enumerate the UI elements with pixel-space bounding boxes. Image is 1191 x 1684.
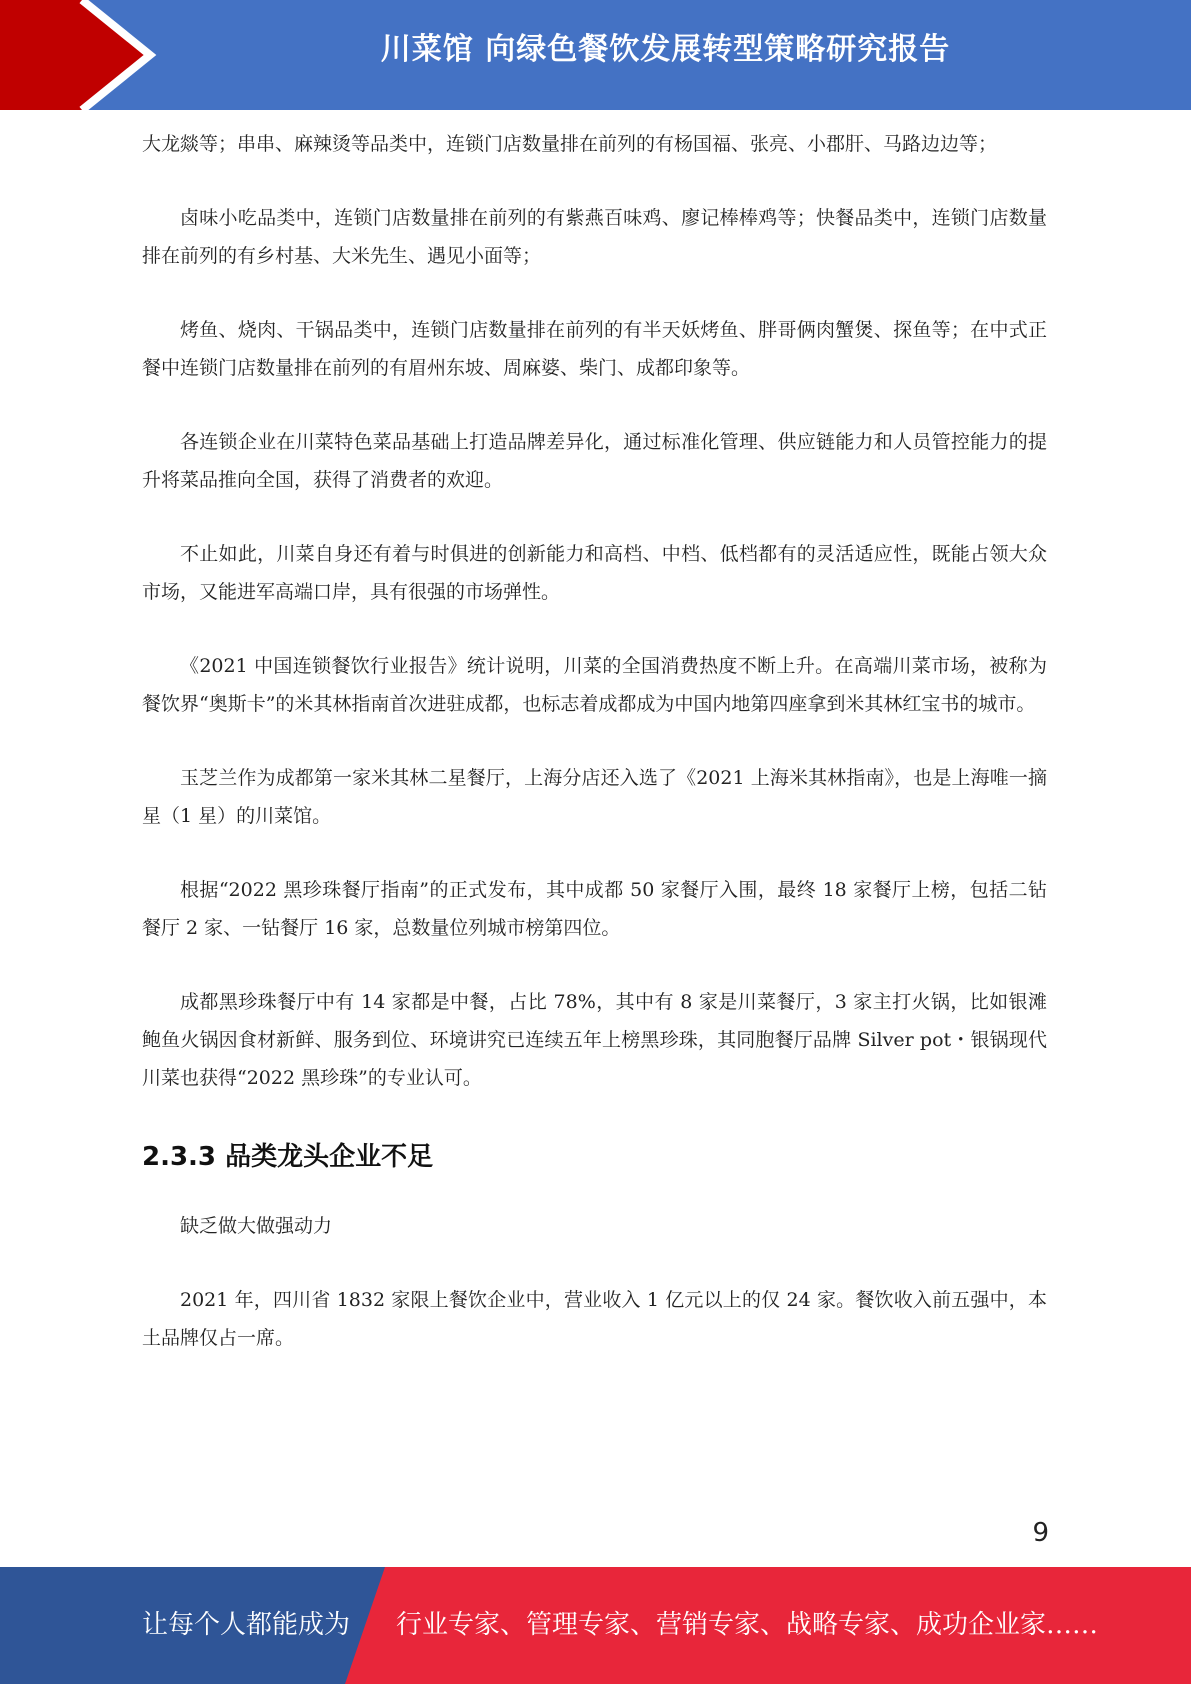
page-footer bbox=[0, 1567, 1191, 1684]
section-heading: 2.3.3 品类龙头企业不足 bbox=[142, 1142, 434, 1172]
document-body bbox=[142, 125, 1047, 1393]
paragraph: 各连锁企业在川菜特色菜品基础上打造品牌差异化，通过标准化管理、供应链能力和人员管控能力的提升将菜品推向全国，获得了消费者的欢迎。 bbox=[142, 431, 1047, 491]
footer-slogan-roles: 行业专家、管理专家、营销专家、战略专家、成功企业家…… bbox=[396, 1610, 1099, 1640]
page-number: 9 bbox=[1032, 1518, 1049, 1548]
paragraph: 大龙燚等；串串、麻辣烫等品类中，连锁门店数量排在前列的有杨国福、张亮、小郡肝、马路边边等； bbox=[142, 133, 998, 155]
red-chevron-decoration bbox=[0, 0, 160, 110]
report-title: 川菜馆 向绿色餐饮发展转型策略研究报告 bbox=[380, 32, 951, 67]
page-header bbox=[0, 0, 1191, 110]
paragraph: 成都黑珍珠餐厅中有 14 家都是中餐，占比 78%，其中有 8 家是川菜餐厅，3 家主打火锅，比如银滩鲍鱼火锅因食材新鲜、服务到位、环境讲究已连续五年上榜黑珍珠，其同胞餐厅品牌 Silver pot・银锅现代川菜也获得“2022 黑珍珠”的专业认可。 bbox=[142, 991, 1047, 1089]
paragraph: 2021 年，四川省 1832 家限上餐饮企业中，营业收入 1 亿元以上的仅 24 家。餐饮收入前五强中，本土品牌仅占一席。 bbox=[142, 1289, 1047, 1349]
paragraph: 根据“2022 黑珍珠餐厅指南”的正式发布，其中成都 50 家餐厅入围，最终 18 家餐厅上榜，包括二钻餐厅 2 家、一钻餐厅 16 家，总数量位列城市榜第四位。 bbox=[142, 879, 1047, 939]
paragraph: 不止如此，川菜自身还有着与时俱进的创新能力和高档、中档、低档都有的灵活适应性，既能占领大众市场，又能进军高端口岸，具有很强的市场弹性。 bbox=[142, 543, 1047, 603]
paragraph: 缺乏做大做强动力 bbox=[180, 1215, 333, 1237]
paragraph: 卤味小吃品类中，连锁门店数量排在前列的有紫燕百味鸡、廖记棒棒鸡等；快餐品类中，连锁门店数量排在前列的有乡村基、大米先生、遇见小面等； bbox=[142, 207, 1047, 267]
footer-slogan-lead: 让每个人都能成为 bbox=[142, 1610, 351, 1640]
paragraph: 烤鱼、烧肉、干锅品类中，连锁门店数量排在前列的有半天妖烤鱼、胖哥俩肉蟹煲、探鱼等；在中式正餐中连锁门店数量排在前列的有眉州东坡、周麻婆、柴门、成都印象等。 bbox=[142, 319, 1047, 379]
paragraph: 玉芝兰作为成都第一家米其林二星餐厅，上海分店还入选了《2021 上海米其林指南》，也是上海唯一摘星（1 星）的川菜馆。 bbox=[142, 767, 1047, 827]
paragraph: 《2021 中国连锁餐饮行业报告》统计说明，川菜的全国消费热度不断上升。在高端川菜市场，被称为餐饮界“奥斯卡”的米其林指南首次进驻成都，也标志着成都成为中国内地第四座拿到米其林红宝书的城市。 bbox=[142, 655, 1047, 715]
